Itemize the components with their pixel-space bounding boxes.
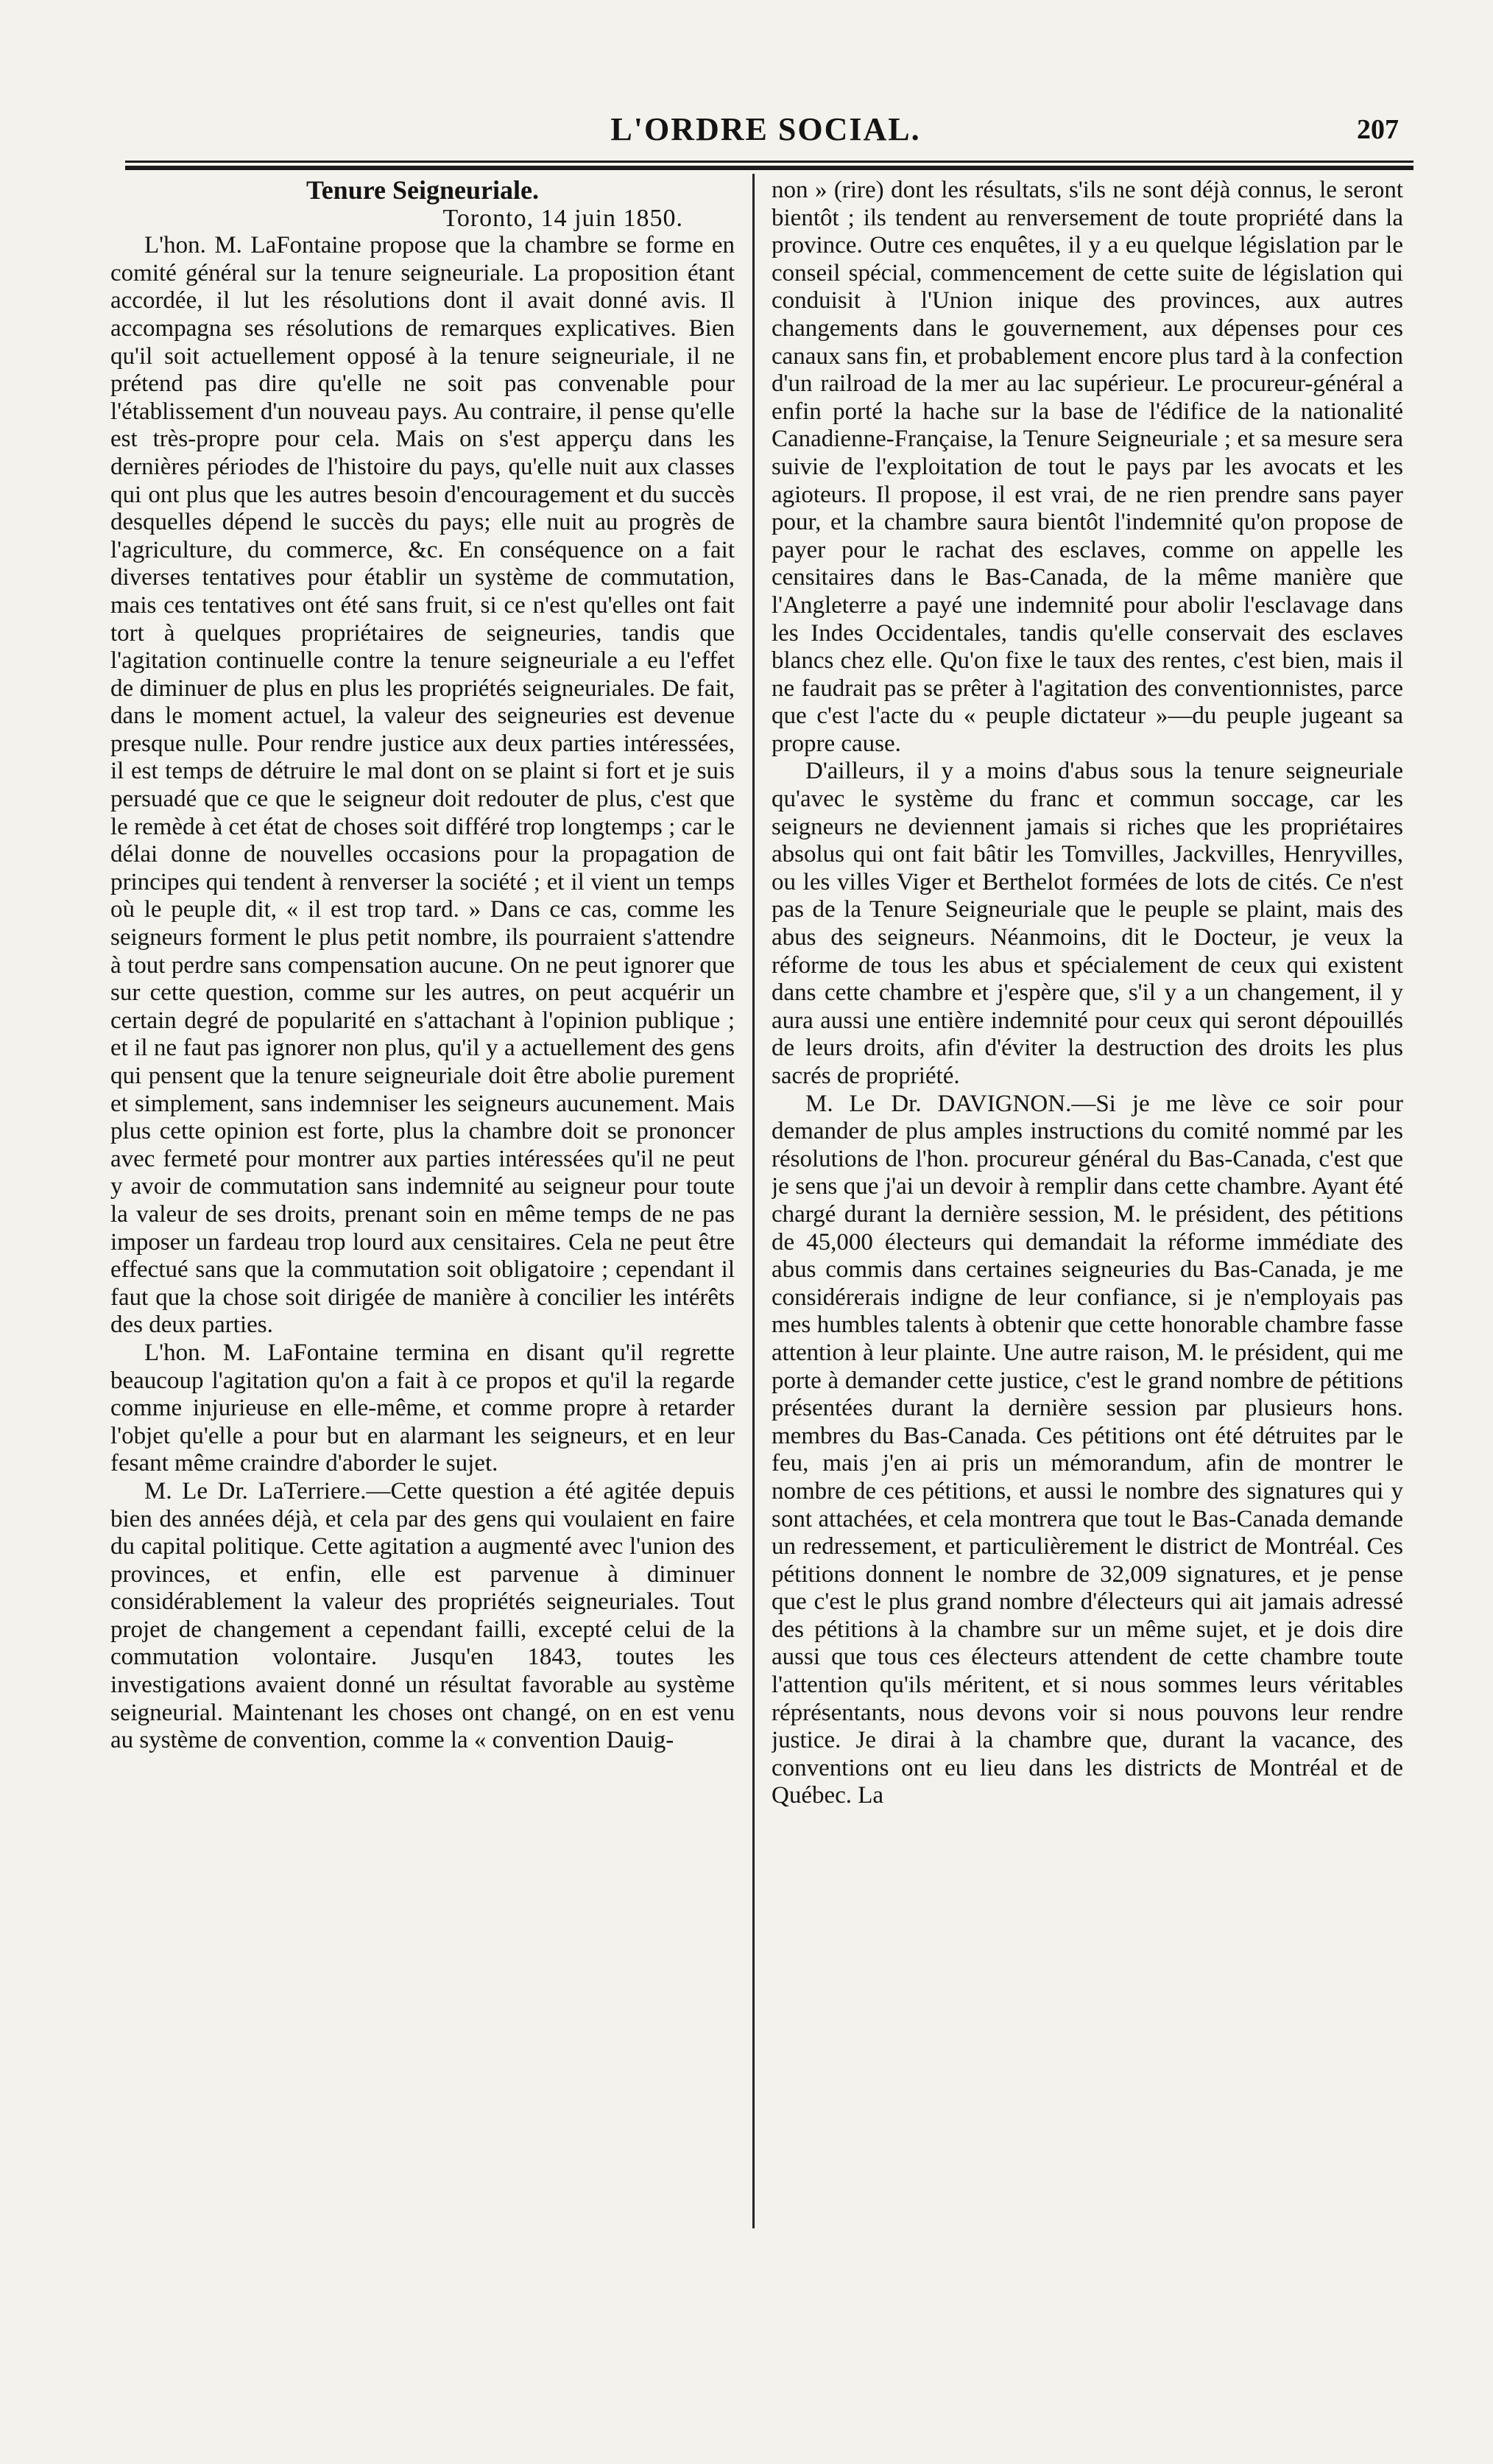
journal-title: L'ORDRE SOCIAL.	[610, 111, 921, 147]
right-column	[772, 177, 1403, 2231]
page-number: 207	[1357, 114, 1399, 145]
paragraph-laterriere-continued: non » (rire) dont les résultats, s'ils ne sont déjà connus, le seront bientôt ; ils tendent au renversement de toute propriété dans la province. Outre ces enquêtes, il y a eu quelque législation par le conseil spécial, commencement de cette suite de législation qui conduisit à l'Union inique des provinces, aux autres changements dans le gouvernement, aux dépenses pour ces canaux sans fin, et probablement encore plus tard à la confection d'un railroad de la mer au lac supérieur. Le procureur-général a enfin porté la hache sur la base de l'édifice de la nationalité Canadienne-Française, la Tenure Seigneuriale ; et sa mesure sera suivie de l'exploitation de tout le pays par les avocats et les agioteurs. Il propose, il est vrai, de ne rien prendre sans payer pour, et la chambre saura bientôt l'indemnité qu'on propose de payer pour le rachat des esclaves, comme on appelle les censitaires dans le Bas-Canada, de la même manière que l'Angleterre a payé une indemnité pour abolir l'esclavage dans les Indes Occidentales, tandis qu'elle conservait des esclaves blancs chez elle. Qu'on fixe le taux des rentes, c'est bien, mais il ne faudrait pas se prêter à l'agitation des conventionnistes, parce que c'est l'acte du « peuple dictateur »—du peuple jugeant sa propre cause.	[772, 177, 1403, 757]
paragraph-lafontaine-proposal: L'hon. M. LaFontaine propose que la chambre se forme en comité général sur la tenure seigneuriale. La proposition étant accordée, il lut les résolutions dont il avait donné avis. Il accompagna ses résolutions de remarques explicatives. Bien qu'il soit actuellement opposé à la tenure seigneuriale, il ne prétend pas dire qu'elle ne soit pas convenable pour l'établissement d'un nouveau pays. Au contraire, il pense qu'elle est très-propre pour cela. Mais on s'est apperçu dans les dernières périodes de l'histoire du pays, qu'elle nuit aux classes qui ont plus que les autres besoin d'encouragement et du succès desquelles dépend le succès du pays; elle nuit au progrès de l'agriculture, du commerce, &c. En conséquence on a fait diverses tentatives pour établir un système de commutation, mais ces tentatives ont été sans fruit, si ce n'est qu'elles ont fait tort à quelques propriétaires de seigneuries, tandis que l'agitation continuelle contre la tenure seigneuriale a eu l'effet de diminuer de plus en plus les propriétés seigneuriales. De fait, dans le moment actuel, la valeur des seigneuries est devenue presque nulle. Pour rendre justice aux deux parties intéressées, il est temps de détruire le mal dont on se plaint si fort et je suis persuadé que ce que le seigneur doit redouter de plus, c'est que le remède à cet état de choses soit différé trop longtemps ; car le délai donne de nouvelles occasions pour la propagation de principes qui tendent à renverser la société ; et il vient un temps où le peuple dit, « il est trop tard. » Dans ce cas, comme les seigneurs forment le plus petit nombre, ils pourraient s'attendre à tout perdre sans compensation aucune. On ne peut ignorer que sur cette question, comme sur les autres, on peut acquérir un certain degré de popularité en s'attachant à l'opinion publique ; et il ne faut pas ignorer non plus, qu'il y a actuellement des gens qui pensent que la tenure seigneuriale doit être abolie purement et simplement, sans indemniser les seigneurs aucunement. Mais plus cette opinion est forte, plus la chambre doit se prononcer avec fermeté pour montrer aux parties intéressées qu'il ne peut y avoir de commutation sans indemnité au seigneur pour toute la valeur de ses droits, prenant soin en même temps de ne pas imposer un fardeau trop lourd aux censitaires. Cela ne peut être effectué sans que la commutation soit obligatoire ; cependant il faut que la chose soit dirigée de manière à concilier les intérêts des deux parties.	[110, 232, 735, 1339]
paragraph-laterriere-abuses: D'ailleurs, il y a moins d'abus sous la tenure seigneuriale qu'avec le système du franc et commun soccage, car les seigneurs ne deviennent jamais si riches que les propriétaires absolus qui ont fait bâtir les Tomvilles, Jackvilles, Henryvilles, ou les villes Viger et Berthelot formées de lots de cités. Ce n'est pas de la Tenure Seigneuriale que le peuple se plaint, mais des abus des seigneurs. Néanmoins, dit le Docteur, je veux la réforme de tous les abus et spécialement de ceux qui existent dans cette chambre et j'espère que, s'il y a un changement, il y aura aussi une entière indemnité pour ceux qui seront dépouillés de leurs droits, afin d'éviter la destruction des droits les plus sacrés de propriété.	[772, 758, 1403, 1089]
section-title: Tenure Seigneuriale.	[306, 177, 540, 205]
page-header	[118, 110, 1413, 155]
header-rule-thick	[125, 166, 1413, 170]
dateline: Toronto, 14 juin 1850.	[442, 204, 683, 232]
left-column	[110, 177, 735, 2231]
paragraph-davignon-speech: M. Le Dr. DAVIGNON.—Si je me lève ce soir pour demander de plus amples instructions du comité nommé par les résolutions de l'hon. procureur général du Bas-Canada, c'est que je sens que j'ai un devoir à remplir dans cette chambre. Ayant été chargé durant la dernière session, M. le président, des pétitions de 45,000 électeurs qui demandait la réforme immédiate des abus commis dans certaines seigneuries du Bas-Canada, je me considérerais indigne de leur confiance, si je n'employais pas mes humbles talents à obtenir que cette honorable chambre fasse attention à leur plainte. Une autre raison, M. le président, qui me porte à demander cette justice, c'est le grand nombre de pétitions présentées durant la dernière session par plusieurs hons. membres du Bas-Canada. Ces pétitions ont été détruites par le feu, mais j'en ai pris un mémorandum, afin de montrer le nombre de ces pétitions, et aussi le nombre des signatures qui y sont attachées, et cela montrera que tout le Bas-Canada demande un redressement, et particulièrement le district de Montréal. Ces pétitions donnent le nombre de 32,009 signatures, et je pense que c'est le plus grand nombre d'électeurs qui ait jamais adressé des pétitions à la chambre sur un même sujet, et je dois dire aussi que tous ces électeurs attendent de cette chambre toute l'attention qu'ils méritent, et si nous sommes leurs véritables réprésentants, nous devons voir si nous pouvons leur rendre justice. Je dirai à la chambre que, durant la vacance, des conventions ont eu lieu dans les districts de Montréal et de Québec. La	[772, 1090, 1403, 1809]
paragraph-laterriere-speech: M. Le Dr. LaTerriere.—Cette question a été agitée depuis bien des années déjà, et cela par des gens qui voulaient en faire du capital politique. Cette agitation a augmenté avec l'union des provinces, et enfin, elle est parvenue à diminuer considérablement la valeur des propriétés seigneuriales. Tout projet de changement a cependant failli, excepté celui de la commutation volontaire. Jusqu'en 1843, toutes les investigations avaient donné un résultat favorable au système seigneurial. Maintenant les choses ont changé, on en est venu au système de convention, comme la « convention Dauig-	[110, 1477, 735, 1754]
column-divider	[752, 174, 755, 2228]
paragraph-lafontaine-conclusion: L'hon. M. LaFontaine termina en disant qu'il regrette beaucoup l'agitation qu'on a fait à ce propos et qu'il la regarde comme injurieuse en elle-même, et comme propre à retarder l'objet qu'elle a pour but en alarmant les seigneurs, et en leur fesant même craindre d'aborder le sujet.	[110, 1339, 735, 1477]
header-rule-thin	[125, 161, 1413, 163]
